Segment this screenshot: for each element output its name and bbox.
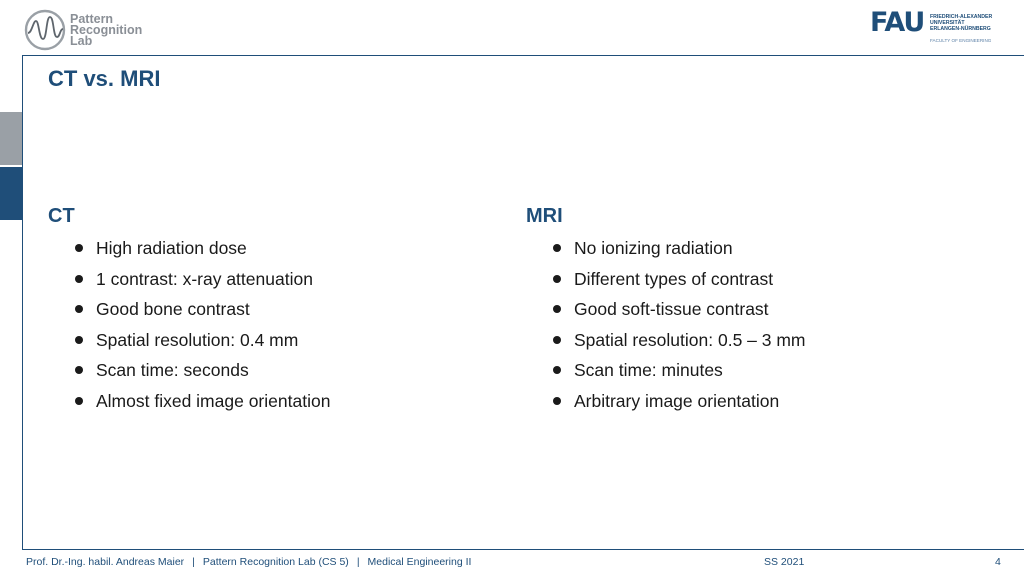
ct-column <box>48 203 448 417</box>
bullet-icon <box>75 244 83 252</box>
page-number: 4 <box>995 556 1001 568</box>
fau-logo-university-name <box>930 14 992 32</box>
footer-lab: Pattern Recognition Lab (CS 5) <box>202 556 349 568</box>
lab-logo-icon <box>24 9 66 51</box>
column-heading: MRI <box>526 205 563 227</box>
footer-course: Medical Engineering II <box>367 556 472 568</box>
list-item-text: High radiation dose <box>96 238 247 258</box>
footer-separator: | <box>356 556 360 568</box>
side-tab-previous <box>0 112 22 165</box>
list-item-text: Scan time: seconds <box>96 360 249 381</box>
list-item <box>526 325 926 356</box>
mri-column <box>526 203 926 417</box>
bullet-list <box>48 233 448 417</box>
column-heading: CT <box>48 205 75 227</box>
bullet-icon <box>553 397 561 405</box>
list-item <box>48 233 448 264</box>
bullet-icon <box>75 397 83 405</box>
list-item <box>48 294 448 325</box>
list-item-text: Almost fixed image orientation <box>96 390 331 411</box>
lab-logo-line: Pattern <box>70 11 114 26</box>
list-item <box>48 325 448 356</box>
fau-logo-line: ERLANGEN-NÜRNBERG <box>930 26 991 32</box>
bullet-list <box>526 233 926 417</box>
bullet-icon <box>553 275 561 283</box>
list-item <box>526 386 926 417</box>
footer-separator: | <box>192 556 195 568</box>
bullet-icon <box>553 305 561 313</box>
lab-logo-text <box>70 11 143 48</box>
fau-logo-line: UNIVERSITÄT <box>930 20 965 26</box>
list-item-text: Spatial resolution: 0.5 – 3 mm <box>574 329 806 350</box>
footer <box>26 556 471 568</box>
bullet-icon <box>75 366 83 374</box>
pattern-recognition-lab-logo <box>24 9 154 51</box>
fau-logo-line: FRIEDRICH-ALEXANDER <box>930 14 993 20</box>
list-item-text: Different types of contrast <box>574 268 774 289</box>
fau-logo-mark: FAU <box>870 7 925 38</box>
fau-logo <box>870 9 998 45</box>
list-item <box>526 294 926 325</box>
lab-logo-line: Lab <box>70 33 93 48</box>
footer-author: Prof. Dr.-Ing. habil. Andreas Maier <box>26 556 185 568</box>
list-item <box>526 264 926 295</box>
bullet-icon <box>553 244 561 252</box>
side-tab-current <box>0 167 22 220</box>
bullet-icon <box>75 336 83 344</box>
list-item-text: No ionizing radiation <box>574 238 733 258</box>
slide-title: CT vs. MRI <box>48 66 161 91</box>
list-item-text: Arbitrary image orientation <box>574 390 780 411</box>
fau-logo-faculty: FACULTY OF ENGINEERING <box>930 38 992 43</box>
list-item-text: 1 contrast: x-ray attenuation <box>96 268 313 289</box>
list-item <box>526 233 926 264</box>
footer-semester: SS 2021 <box>764 556 805 568</box>
bullet-icon <box>553 366 561 374</box>
list-item <box>48 264 448 295</box>
list-item <box>48 386 448 417</box>
list-item-text: Scan time: minutes <box>574 360 723 381</box>
list-item <box>48 355 448 386</box>
bullet-icon <box>75 305 83 313</box>
list-item-text: Good bone contrast <box>96 299 250 320</box>
bullet-icon <box>75 275 83 283</box>
bullet-icon <box>553 336 561 344</box>
list-item-text: Good soft-tissue contrast <box>574 299 769 320</box>
lab-logo-line: Recognition <box>70 22 143 37</box>
list-item-text: Spatial resolution: 0.4 mm <box>96 329 299 350</box>
list-item <box>526 355 926 386</box>
